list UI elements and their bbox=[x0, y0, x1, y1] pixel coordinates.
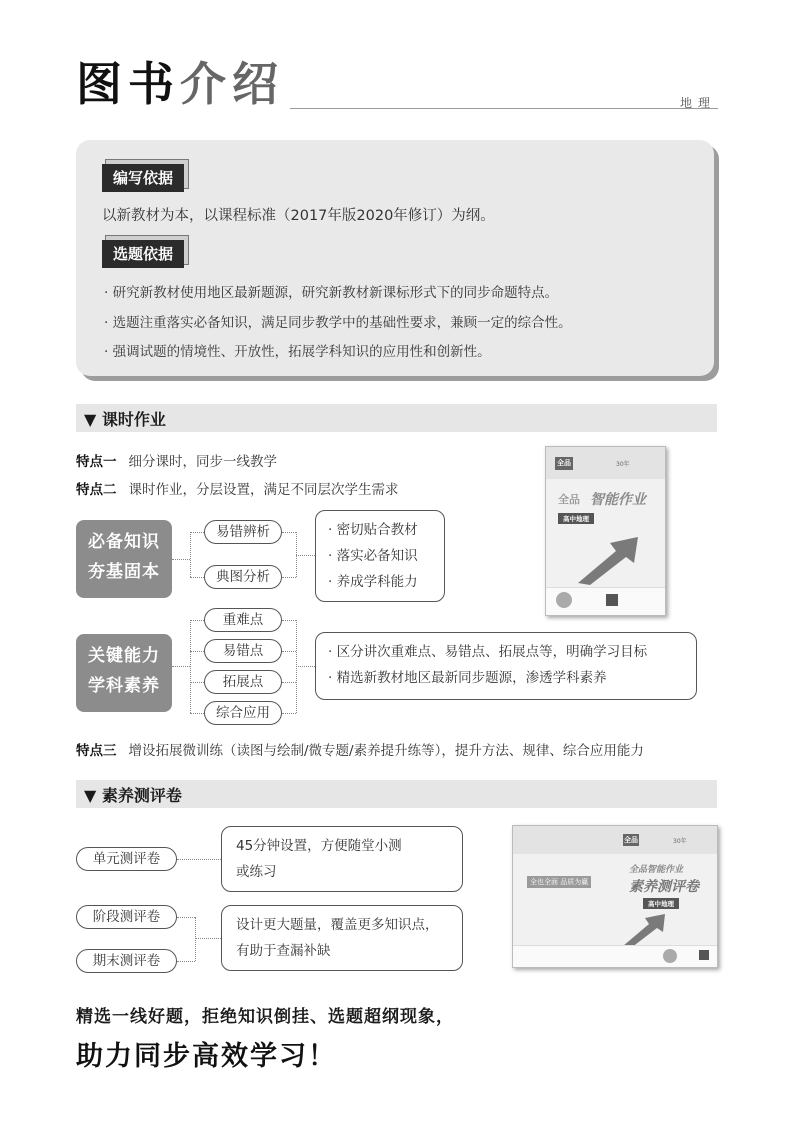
connector bbox=[190, 577, 204, 578]
cover-ribbon: 高中地理 bbox=[558, 513, 594, 524]
connector bbox=[177, 859, 221, 860]
selection-point: · 研究新教材使用地区最新题源，研究新教材新课标形式下的同步命题特点。 bbox=[104, 285, 559, 301]
header-rule bbox=[290, 108, 718, 109]
arrow-graphic bbox=[576, 533, 646, 585]
basic-points-box bbox=[315, 510, 445, 602]
cover-logo: 全品 bbox=[624, 836, 638, 844]
selection-point: · 选题注重落实必备知识，满足同步教学中的基础性要求，兼顾一定的综合性。 bbox=[104, 315, 572, 331]
pill-map-analysis: 典图分析 bbox=[204, 565, 282, 589]
feature-label: 特点一 bbox=[76, 454, 117, 470]
section-title: ▼ 课时作业 bbox=[84, 410, 166, 429]
feature-text: 增设拓展微训练（读图与绘制/微专题/素养提升练等），提升方法、规律、综合应用能力 bbox=[128, 743, 644, 759]
unit-desc-box bbox=[221, 826, 463, 892]
section-bar-homework bbox=[76, 404, 717, 432]
connector bbox=[177, 961, 195, 962]
slogan-line1: 精选一线好题，拒绝知识倒挂、选题超纲现象， bbox=[76, 1007, 454, 1027]
feature-three bbox=[76, 739, 644, 759]
connector bbox=[195, 917, 196, 961]
box-line: 关键能力 bbox=[88, 646, 160, 666]
desc-line: 或练习 bbox=[236, 864, 277, 880]
pill-final-test: 期末测评卷 bbox=[76, 949, 177, 973]
connector bbox=[282, 682, 296, 683]
key-points-box bbox=[315, 632, 697, 700]
section-title: ▼ 素养测评卷 bbox=[84, 786, 182, 805]
cover-top-text: 30年 bbox=[616, 461, 630, 468]
connector bbox=[190, 532, 204, 533]
cover-series-a: 全品 bbox=[558, 493, 580, 506]
qr-code-icon bbox=[606, 594, 618, 606]
qr-code-icon bbox=[699, 950, 709, 960]
connector bbox=[190, 620, 204, 621]
box-line: 夯基固本 bbox=[88, 562, 160, 582]
selection-point: · 强调试题的情境性、开放性，拓展学科知识的应用性和创新性。 bbox=[104, 344, 491, 360]
pill-application: 综合应用 bbox=[204, 701, 282, 725]
feature-one bbox=[76, 450, 277, 470]
slogan-line2: 助力同步高效学习！ bbox=[76, 1041, 337, 1072]
section-bar-assessment bbox=[76, 780, 717, 808]
connector bbox=[282, 651, 296, 652]
arrow-graphic bbox=[621, 912, 671, 948]
cover-footer bbox=[546, 587, 665, 615]
pill-extension-points: 拓展点 bbox=[204, 670, 282, 694]
connector bbox=[172, 666, 190, 667]
connector bbox=[296, 555, 315, 556]
connector bbox=[296, 666, 315, 667]
pill-key-points: 重难点 bbox=[204, 608, 282, 632]
cover-top-text: 30年 bbox=[673, 838, 687, 845]
feature-label: 特点二 bbox=[76, 482, 117, 498]
desc-line: 设计更大题量，覆盖更多知识点， bbox=[236, 917, 439, 933]
connector bbox=[195, 938, 221, 939]
connector bbox=[190, 532, 191, 577]
feature-two bbox=[76, 478, 399, 498]
pill-unit-test: 单元测评卷 bbox=[76, 847, 177, 871]
capability-box-key bbox=[76, 634, 172, 712]
author-avatar bbox=[663, 949, 677, 963]
cover-series-a: 全品智能作业 bbox=[629, 865, 684, 875]
cover-tagline: 全也全面 品质为赢 bbox=[527, 876, 591, 888]
feature-text: 细分课时，同步一线教学 bbox=[128, 454, 277, 470]
cover-logo: 全品 bbox=[555, 457, 573, 470]
connector bbox=[190, 713, 204, 714]
selection-tag: 选题依据 bbox=[102, 240, 184, 268]
basis-tag: 编写依据 bbox=[102, 164, 184, 192]
box-line: 必备知识 bbox=[88, 532, 160, 552]
connector bbox=[177, 917, 195, 918]
desc-line: 有助于查漏补缺 bbox=[236, 943, 331, 959]
book-cover-assessment bbox=[512, 825, 718, 968]
connector bbox=[282, 620, 296, 621]
arrow-shape bbox=[623, 914, 665, 948]
connector bbox=[282, 713, 296, 714]
feature-label: 特点三 bbox=[76, 743, 117, 759]
arrow-shape bbox=[578, 537, 638, 585]
book-cover-homework bbox=[545, 446, 666, 616]
connector bbox=[190, 651, 204, 652]
connector bbox=[190, 682, 204, 683]
author-avatar bbox=[556, 592, 572, 608]
connector bbox=[282, 532, 296, 533]
pill-stage-test: 阶段测评卷 bbox=[76, 905, 177, 929]
pill-error-analysis: 易错辨析 bbox=[204, 520, 282, 544]
feature-text: 课时作业，分层设置，满足不同层次学生需求 bbox=[128, 482, 399, 498]
stage-desc-box bbox=[221, 905, 463, 971]
connector bbox=[282, 577, 296, 578]
point: · 区分讲次重难点、易错点、拓展点等，明确学习目标 bbox=[328, 644, 648, 660]
page-title-part1: 图书 bbox=[76, 57, 180, 111]
point: · 精选新教材地区最新同步题源，渗透学科素养 bbox=[328, 670, 607, 686]
pill-error-points: 易错点 bbox=[204, 639, 282, 663]
basis-text: 以新教材为本，以课程标准（2017年版2020年修订）为纲。 bbox=[102, 208, 495, 224]
point: · 落实必备知识 bbox=[328, 548, 418, 564]
point: · 密切贴合教材 bbox=[328, 522, 418, 538]
page-title-part2: 介绍 bbox=[180, 57, 284, 111]
box-line: 学科素养 bbox=[88, 676, 160, 696]
desc-line: 45分钟设置，方便随堂小测 bbox=[236, 838, 402, 854]
cover-series-b: 智能作业 bbox=[590, 492, 646, 508]
cover-ribbon: 高中地理 bbox=[643, 898, 679, 909]
cover-series-b: 素养测评卷 bbox=[629, 879, 699, 895]
point: · 养成学科能力 bbox=[328, 574, 418, 590]
subject-label: 地理 bbox=[679, 96, 716, 110]
page-title bbox=[76, 56, 284, 112]
capability-box-basic bbox=[76, 520, 172, 598]
connector bbox=[172, 559, 190, 560]
cover-footer bbox=[513, 945, 717, 967]
connector bbox=[190, 620, 191, 713]
